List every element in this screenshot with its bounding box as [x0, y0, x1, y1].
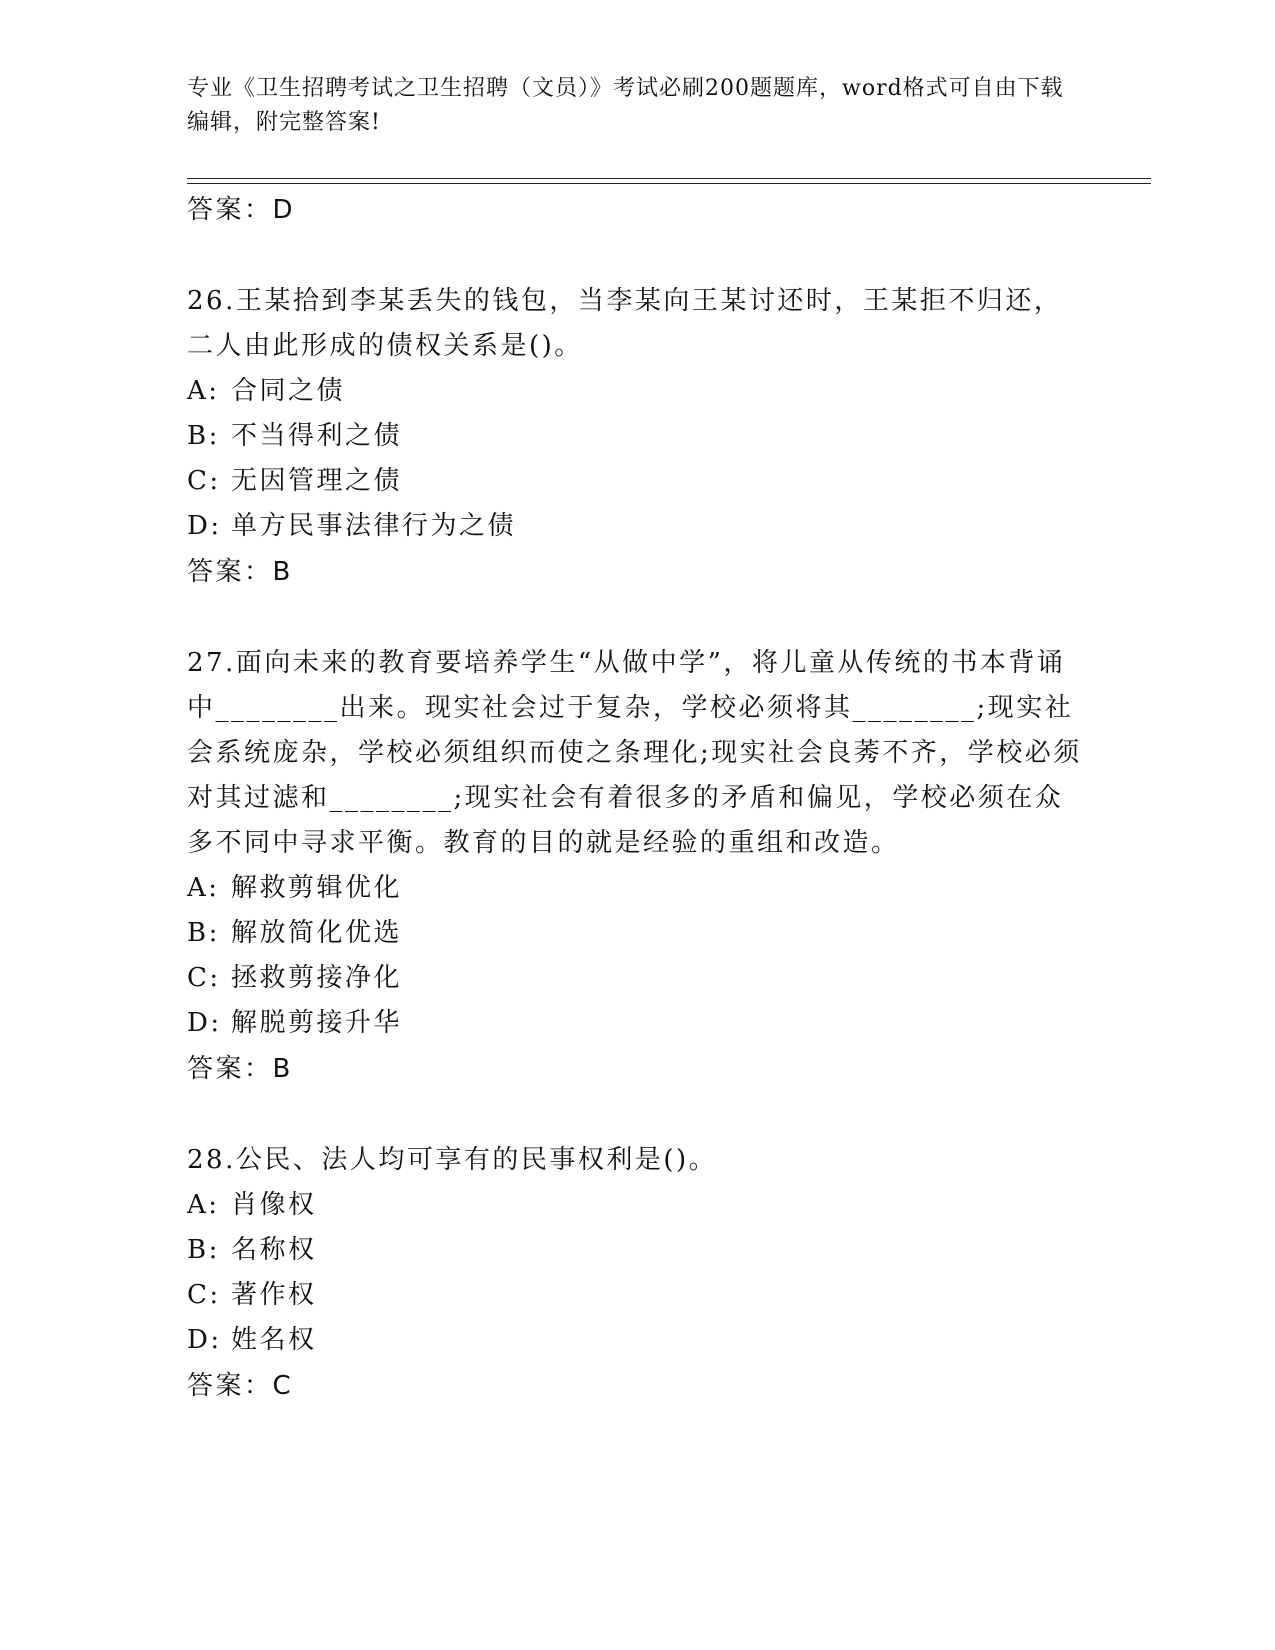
- page-header: 专业《卫生招聘考试之卫生招聘（文员）》考试必刷200题题库，word格式可自由下载编辑，附完整答案!: [187, 76, 1064, 135]
- answer-value: B: [272, 1054, 293, 1084]
- option-c: [187, 956, 1087, 1001]
- option-text: 单方民事法律行为之债: [231, 511, 517, 541]
- option-text: 拯救剪接净化: [231, 963, 403, 993]
- option-text: 无因管理之债: [231, 466, 403, 496]
- option-d: [187, 504, 1087, 549]
- answer-label: 答案：: [187, 195, 273, 225]
- option-text: 著作权: [231, 1280, 317, 1310]
- option-a: [187, 866, 1087, 911]
- question-answer: [187, 549, 1087, 595]
- question-stem: 28.公民、法人均可享有的民事权利是()。: [187, 1145, 718, 1175]
- question-26: [187, 279, 1087, 595]
- option-key: C:: [187, 466, 221, 496]
- option-key: C:: [187, 1280, 221, 1310]
- option-d: [187, 1318, 1087, 1363]
- option-key: D:: [187, 511, 222, 541]
- question-list: [187, 187, 1087, 1409]
- header-divider: [187, 178, 1151, 184]
- option-key: C:: [187, 963, 221, 993]
- option-text: 不当得利之债: [231, 421, 403, 451]
- question-stem: 26.王某拾到李某丢失的钱包，当李某向王某讨还时，王某拒不归还，二人由此形成的债权关系是()。: [187, 286, 1063, 361]
- option-text: 名称权: [231, 1235, 317, 1265]
- question-answer: [187, 1363, 1087, 1409]
- option-text: 合同之债: [231, 376, 346, 406]
- option-c: [187, 1273, 1087, 1318]
- option-key: A:: [187, 873, 220, 903]
- option-key: B:: [187, 918, 220, 948]
- option-text: 解脱剪接升华: [231, 1008, 403, 1038]
- option-a: [187, 1183, 1087, 1228]
- answer-value: D: [272, 195, 296, 225]
- option-c: [187, 459, 1087, 504]
- question-28: [187, 1138, 1087, 1409]
- previous-answer: [187, 187, 1087, 233]
- answer-label: 答案：: [187, 1054, 273, 1084]
- option-text: 解救剪辑优化: [231, 873, 403, 903]
- option-key: B:: [187, 1235, 220, 1265]
- option-b: [187, 1228, 1087, 1273]
- option-text: 姓名权: [231, 1325, 317, 1355]
- question-stem: 27.面向未来的教育要培养学生“从做中学”，将儿童从传统的书本背诵中________出来。现实社会过于复杂，学校必须将其________;现实社会系统庞杂，学校必须组织而使之条理化;现实社会良莠不齐，学校必须对其过滤和________;现实社会有着很多的矛盾和偏见，学校必须在众多不同中寻求平衡。教育的目的就是经验的重组和改造。: [187, 648, 1082, 858]
- option-d: [187, 1001, 1087, 1046]
- option-key: D:: [187, 1325, 222, 1355]
- answer-value: B: [272, 557, 293, 587]
- answer-label: 答案：: [187, 1371, 273, 1401]
- option-key: D:: [187, 1008, 222, 1038]
- option-text: 解放简化优选: [231, 918, 403, 948]
- option-b: [187, 911, 1087, 956]
- question-27: [187, 641, 1087, 1092]
- answer-label: 答案：: [187, 557, 273, 587]
- option-text: 肖像权: [231, 1190, 317, 1220]
- option-a: [187, 369, 1087, 414]
- question-answer: [187, 1046, 1087, 1092]
- option-key: A:: [187, 1190, 220, 1220]
- option-key: A:: [187, 376, 220, 406]
- option-b: [187, 414, 1087, 459]
- option-key: B:: [187, 421, 220, 451]
- answer-value: C: [272, 1371, 294, 1401]
